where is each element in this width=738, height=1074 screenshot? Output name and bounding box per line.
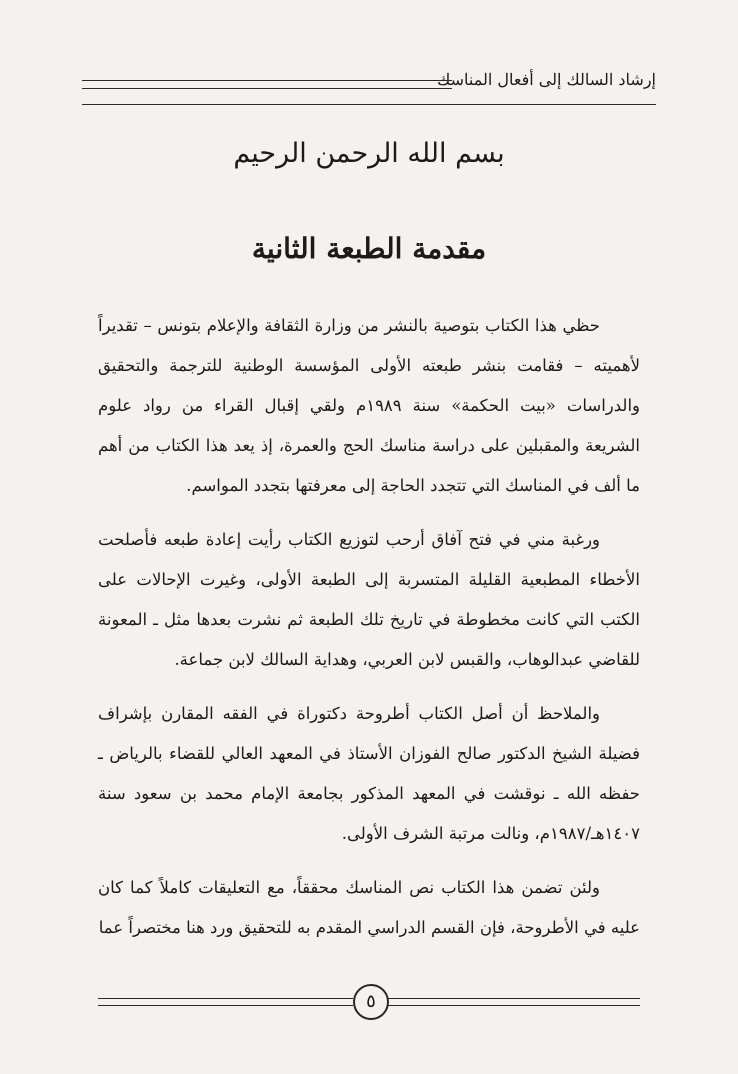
page-number: ٥	[353, 984, 389, 1020]
footer-rule-right	[385, 998, 640, 1006]
body-text	[98, 306, 640, 962]
footer-rule-left	[98, 998, 353, 1006]
header-underline	[82, 104, 656, 105]
basmala: بسم الله الرحمن الرحيم	[233, 138, 505, 169]
paragraph: حظي هذا الكتاب بتوصية بالنشر من وزارة الثقافة والإعلام بتونس – تقديراً لأهميته – فقامت بنشر طبعته الأولى المؤسسة الوطنية للترجمة والتحقيق والدراسات «بيت الحكمة» سنة ١٩٨٩م ولقي إقبال القراء من رواد علوم الشريعة والمقبلين على دراسة مناسك الحج والعمرة، إذ يعد هذا الكتاب من أهم ما ألف في المناسك التي تتجدد الحاجة إلى معرفتها بتجدد المواسم.	[98, 316, 641, 495]
paragraph: ورغبة مني في فتح آفاق أرحب لتوزيع الكتاب رأيت إعادة طبعه فأصلحت الأخطاء المطبعية القليلة المتسربة إلى الطبعة الأولى، وغيرت الإحالات على الكتب التي كانت مخطوطة في تاريخ تلك الطبعة ثم نشرت بعدها مثل ـ المعونة للقاضي عبدالوهاب، والقبس لابن العربي، وهداية السالك لابن جماعة.	[98, 530, 640, 669]
paragraph: ولئن تضمن هذا الكتاب نص المناسك محققاً، مع التعليقات كاملاً كما كان عليه في الأطروحة، فإن القسم الدراسي المقدم به للتحقيق ورد هنا مختصراً عما	[98, 878, 640, 937]
section-heading: مقدمة الطبعة الثانية	[251, 232, 487, 265]
header-double-rule	[82, 80, 452, 89]
running-title: إرشاد السالك إلى أفعال المناسك	[437, 70, 656, 89]
paragraph: والملاحظ أن أصل الكتاب أطروحة دكتوراة في الفقه المقارن بإشراف فضيلة الشيخ الدكتور صالح الفوزان الأستاذ في المعهد العالي للقضاء بالرياض ـ حفظه الله ـ نوقشت في المعهد المذكور بجامعة الإمام محمد بن سعود سنة ١٤٠٧هـ/١٩٨٧م، ونالت مرتبة الشرف الأولى.	[98, 704, 640, 843]
running-header	[82, 66, 656, 106]
